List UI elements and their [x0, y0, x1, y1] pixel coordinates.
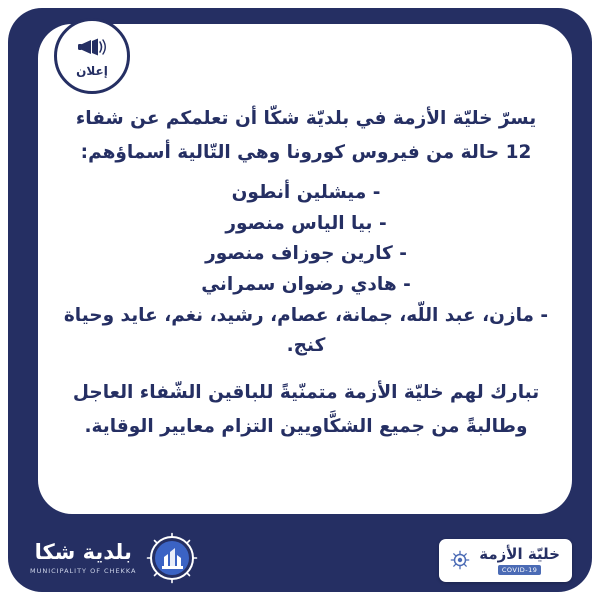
crisis-cell-badge	[439, 539, 572, 583]
poster-footer	[0, 514, 600, 600]
list-item: - ميشلين أنطون	[231, 181, 381, 203]
list-item: - كارين جوزاف منصور	[205, 243, 407, 265]
recovered-names-list	[60, 178, 552, 362]
closing-line-1: تبارك لهم خليّة الأزمة متمنّيةً للباقين الشّفاء العاجل	[72, 382, 540, 404]
announcement-body	[60, 104, 552, 446]
list-item: - مازن، عبد اللّه، جمانة، عصام، رشيد، نغم، عايد وحياة	[63, 304, 549, 326]
announcement-badge-label: إعلان	[76, 64, 108, 78]
intro-line-2: 12 حالة من فيروس كورونا وهي التّالية أسماؤهم:	[80, 141, 532, 163]
municipality-logo	[30, 532, 198, 584]
list-item: - بيا الياس منصور	[225, 212, 387, 234]
crisis-cell-subtitle: COVID-19	[498, 565, 542, 575]
virus-icon	[449, 549, 471, 571]
municipality-name	[30, 541, 136, 575]
megaphone-icon	[77, 36, 107, 61]
municipality-seal-icon	[146, 532, 198, 584]
crisis-cell-text	[479, 546, 560, 576]
list-item: كنج.	[286, 335, 326, 357]
intro-line-1: يسرّ خليّة الأزمة في بلديّة شكّا أن تعلمكم عن شفاء	[75, 108, 537, 129]
crisis-cell-title: خليّة الأزمة	[479, 544, 560, 563]
announcement-badge	[54, 18, 130, 94]
closing-statement	[60, 378, 552, 442]
municipality-name-ar: بلدية شكا	[34, 539, 132, 564]
municipality-name-en: MUNICIPALITY OF CHEKKA	[30, 567, 137, 576]
closing-line-2: وطالبةً من جميع الشكَّاويين التزام معايير الوقاية.	[84, 416, 528, 438]
list-item: - هادي رضوان سمراني	[201, 274, 411, 296]
